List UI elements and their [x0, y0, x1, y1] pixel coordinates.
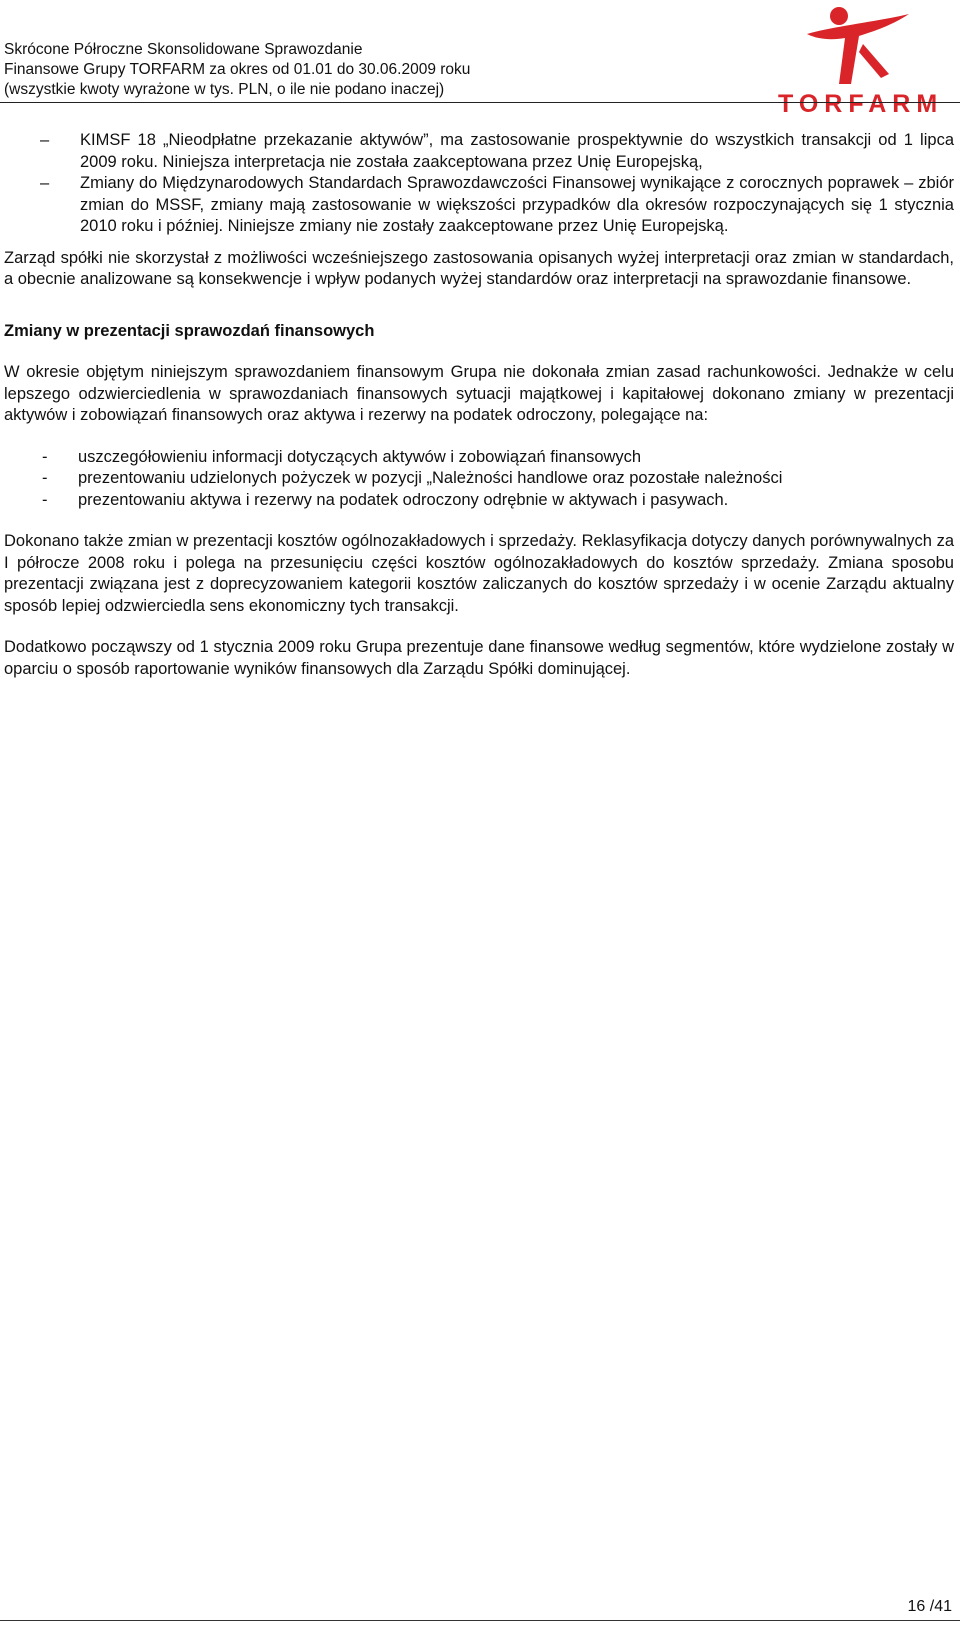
torfarm-figure-icon	[805, 4, 915, 88]
footer-divider	[0, 1620, 960, 1621]
list-item	[4, 130, 954, 173]
standards-list	[4, 130, 954, 238]
list-item-text: prezentowaniu aktywa i rezerwy na podatek odroczony odrębnie w aktywach i pasywach.	[78, 490, 729, 509]
management-paragraph: Zarząd spółki nie skorzystał z możliwości wcześniejszego zastosowania opisanych wyżej interpretacji oraz zmian w standardach, a obecnie analizowane są konsekwencje i wpływ podanych wyżej standardów oraz interpretacji na sprawozdanie finansowe.	[4, 248, 954, 288]
list-dash: -	[42, 490, 48, 509]
logo-wordmark: TORFARM	[778, 90, 944, 118]
list-item-text: prezentowaniu udzielonych pożyczek w pozycji „Należności handlowe oraz pozostałe należności	[78, 469, 783, 487]
list-item	[4, 173, 954, 238]
segments-paragraph: Dodatkowo począwszy od 1 stycznia 2009 roku Grupa prezentuje dane finansowe według segmentów, które wydzielone zostały w oparciu o sposób raportowanie wyników finansowych dla Zarządu Spółki dominującej.	[4, 638, 954, 678]
list-dash: -	[42, 447, 48, 466]
section-heading: Zmiany w prezentacji sprawozdań finansowych	[4, 321, 375, 340]
page-content	[4, 130, 954, 680]
list-item-text: Zmiany do Międzynarodowych Standardach Sprawozdawczości Finansowej wynikające z corocznych poprawek – zbiór zmian do MSSF, zmiany mają zastosowanie w większości przypadków dla okresów rozpoczynających się 1 stycznia 2010 roku i później. Niniejsze zmiany nie zostały zaakceptowane przez Unię Europejską.	[80, 174, 954, 235]
changes-list	[4, 447, 954, 512]
header-line-2: Finansowe Grupy TORFARM za okres od 01.01 do 30.06.2009 roku	[4, 61, 471, 78]
header-line-1: Skrócone Półroczne Skonsolidowane Sprawozdanie	[4, 41, 363, 58]
list-item	[4, 468, 954, 490]
list-dash: –	[40, 131, 50, 149]
document-header	[4, 40, 764, 100]
header-line-3: (wszystkie kwoty wyrażone w tys. PLN, o ile nie podano inaczej)	[4, 81, 445, 98]
torfarm-logo	[775, 4, 960, 118]
presentation-changes-paragraph: W okresie objętym niniejszym sprawozdaniem finansowym Grupa nie dokonała zmian zasad rachunkowości. Jednakże w celu lepszego odzwierciedlenia w sprawozdaniach finansowych sytuacji majątkowej i kapitałowej dokonano zmiany w prezentacji aktywów i zobowiązań finansowych oraz aktywa i rezerwy na podatek odroczony, polegające na:	[4, 363, 954, 424]
list-item	[4, 490, 954, 512]
list-item	[4, 447, 954, 469]
list-dash: –	[40, 174, 50, 192]
page-number: 16 /41	[907, 1598, 952, 1615]
header-divider	[0, 102, 960, 103]
cost-reclassification-paragraph: Dokonano także zmian w prezentacji kosztów ogólnozakładowych i sprzedaży. Reklasyfikacja dotyczy danych porównywalnych za I półrocze 2008 roku i polega na przesunięciu części kosztów ogólnozakładowych do kosztów sprzedaży. Zmiana sposobu prezentacji związana jest z doprecyzowaniem kategorii kosztów zaliczanych do kosztów sprzedaży i w ocenie Zarządu aktualny sposób lepiej odzwierciedla sens ekonomiczny tych transakcji.	[4, 532, 954, 615]
list-dash: -	[42, 469, 48, 487]
list-item-text: uszczegółowieniu informacji dotyczących aktywów i zobowiązań finansowych	[78, 447, 642, 466]
list-item-text: KIMSF 18 „Nieodpłatne przekazanie aktywów”, ma zastosowanie prospektywnie do wszystkich transakcji od 1 lipca 2009 roku. Niniejsza interpretacja nie została zaakceptowana przez Unię Europejską,	[80, 131, 954, 171]
